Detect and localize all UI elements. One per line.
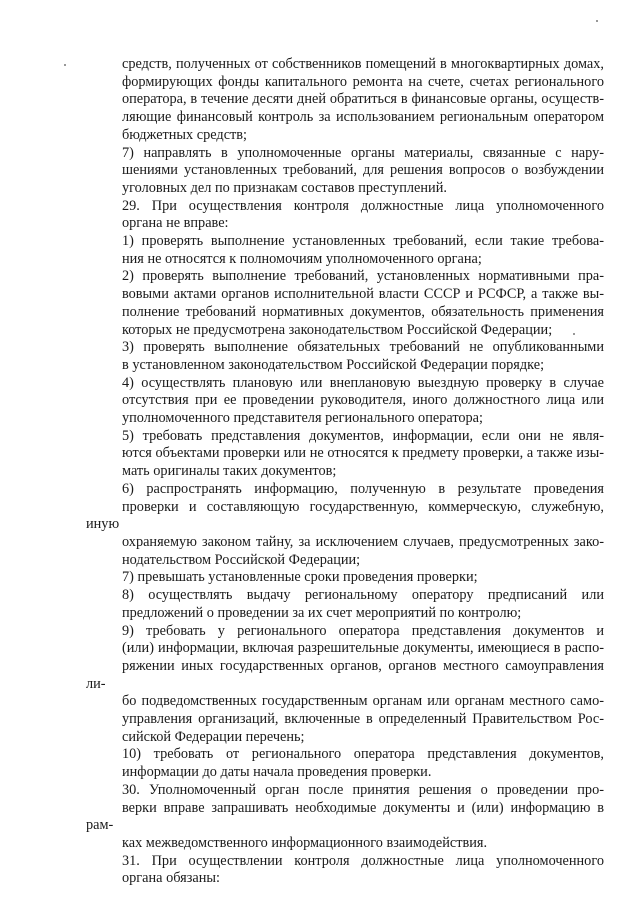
text-line: органа не вправе: <box>122 215 229 232</box>
paragraph-p-29 <box>86 198 604 233</box>
text-line: 2) проверять выполнение требований, установленных нормативными пра- <box>122 268 604 285</box>
paragraph-p-29-7 <box>86 569 604 587</box>
paragraph-p-29-5 <box>86 428 604 481</box>
text-line: информации до даты начала проведения проверки. <box>122 764 432 781</box>
text-line: органа обязаны: <box>122 870 220 887</box>
text-line: нодательством Российской Федерации; <box>122 551 361 568</box>
text-line: средств, полученных от собственников помещений в многоквартирных домах, <box>122 56 604 72</box>
paragraph-p-7 <box>86 145 604 198</box>
text-line: верки вправе запрашивать необходимые документы и (или) информацию в рам- <box>86 799 604 834</box>
text-line: (или) информации, включая разрешительные документы, имеющиеся в распо- <box>122 640 604 657</box>
paragraph-p-29-6 <box>86 481 604 570</box>
text-line: отсутствия при ее проведении руководителя, иного должностного лица или <box>122 392 604 409</box>
paragraph-p-30 <box>86 782 604 853</box>
text-line: формирующих фонды капитального ремонта на счете, счетах регионального <box>122 73 604 90</box>
text-line: 30. Уполномоченный орган после принятия решения о проведении про- <box>122 781 604 798</box>
text-line: 9) требовать у регионального оператора представления документов и <box>122 622 604 639</box>
paragraph-p-cont <box>86 56 604 145</box>
text-line: которых не предусмотрена законодательством Российской Федерации; <box>122 321 553 338</box>
text-line: 8) осуществлять выдачу региональному оператору предписаний или <box>122 587 604 604</box>
text-line: проверки и составляющую государственную, коммерческую, служебную, иную <box>86 498 604 533</box>
text-line: 6) распространять информацию, полученную в результате проведения <box>122 480 604 497</box>
paragraph-p-29-8 <box>86 587 604 622</box>
text-line: 29. При осуществления контроля должностные лица уполномоченного <box>122 197 604 214</box>
paragraph-p-29-3 <box>86 339 604 374</box>
text-line: полнение требований нормативных документов, обязательность применения <box>122 303 604 320</box>
text-line: охраняемую законом тайну, за исключением случаев, предусмотренных зако- <box>122 533 604 550</box>
text-line: мать оригиналы таких документов; <box>122 463 337 480</box>
document-body <box>86 56 604 888</box>
text-line: уголовных дел по признакам составов преступлений. <box>122 179 447 196</box>
text-line: шениями установленных требований, для решения вопросов о возбуждении <box>122 162 604 179</box>
paragraph-p-29-9 <box>86 623 604 747</box>
text-line: 7) превышать установленные сроки проведения проверки; <box>122 569 478 586</box>
text-line: ряжении иных государственных органов, органов местного самоуправления ли- <box>86 657 604 692</box>
scan-speck <box>64 64 66 66</box>
scan-speck <box>596 20 598 22</box>
text-line: ках межведомственного информационного взаимодействия. <box>122 834 488 851</box>
text-line: ются объектами проверки или не относятся к предмету проверки, а также изы- <box>122 445 604 462</box>
text-line: 5) требовать представления документов, информации, если они не явля- <box>122 427 604 444</box>
text-line: 10) требовать от регионального оператора представления документов, <box>122 746 604 763</box>
text-line: сийской Федерации перечень; <box>122 728 305 745</box>
paragraph-p-29-4 <box>86 375 604 428</box>
paragraph-p-29-2 <box>86 268 604 339</box>
paragraph-p-29-10 <box>86 746 604 781</box>
text-line: 1) проверять выполнение установленных требований, если такие требова- <box>122 233 604 250</box>
paragraph-p-31 <box>86 853 604 888</box>
text-line: уполномоченного представителя регионального оператора; <box>122 410 483 427</box>
text-line: ляющие финансовый контроль за использованием региональным оператором <box>122 109 604 126</box>
text-line: ния не относятся к полномочиям уполномоченного органа; <box>122 250 482 267</box>
text-line: управления организаций, включенные в определенный Правительством Рос- <box>122 711 604 728</box>
text-line: вовыми актами органов исполнительной власти СССР и РСФСР, а также вы- <box>122 286 604 303</box>
text-line: 3) проверять выполнение обязательных требований не опубликованными <box>122 339 604 356</box>
text-line: 4) осуществлять плановую или внеплановую выездную проверку в случае <box>122 374 604 391</box>
text-line: 7) направлять в уполномоченные органы материалы, связанные с нару- <box>122 144 604 161</box>
text-line: в установленном законодательством Российской Федерации порядке; <box>122 356 545 373</box>
text-line: 31. При осуществлении контроля должностные лица уполномоченного <box>122 852 604 869</box>
text-line: оператора, в течение десяти дней обратиться в финансовые органы, осуществ- <box>122 91 604 108</box>
text-line: бюджетных средств; <box>122 126 248 143</box>
text-line: предложений о проведении за их счет мероприятий по контролю; <box>122 604 522 621</box>
paragraph-p-29-1 <box>86 233 604 268</box>
text-line: бо подведомственных государственным органам или органам местного само- <box>122 693 604 710</box>
